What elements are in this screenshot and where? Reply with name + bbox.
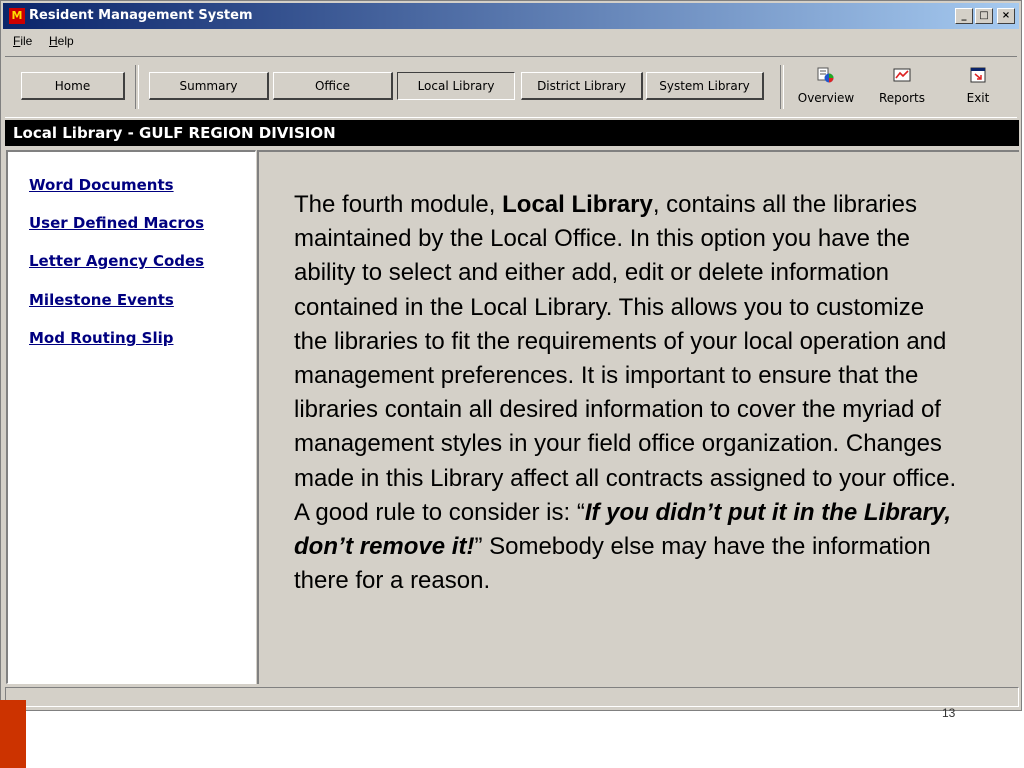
reports-button[interactable] <box>867 63 937 111</box>
menu-help[interactable]: Help <box>49 34 74 48</box>
window-title: Resident Management System <box>29 8 253 23</box>
link-user-defined-macros[interactable]: User Defined Macros <box>29 214 205 232</box>
slide-number: 13 <box>942 706 956 720</box>
exit-label: Exit <box>966 91 990 105</box>
tab-summary[interactable]: Summary <box>149 72 269 100</box>
title-bar[interactable] <box>3 3 1019 29</box>
reports-label: Reports <box>878 91 926 105</box>
slide-accent-bar <box>0 700 26 768</box>
reports-icon <box>893 67 911 83</box>
overview-label: Overview <box>797 91 855 105</box>
tab-district-library[interactable]: District Library <box>521 72 643 100</box>
exit-button[interactable] <box>943 63 1013 111</box>
library-nav-panel <box>6 150 256 684</box>
tab-office[interactable]: Office <box>273 72 393 100</box>
minimize-button[interactable]: _ <box>955 8 973 24</box>
link-milestone-events[interactable]: Milestone Events <box>29 291 174 309</box>
link-letter-agency-codes[interactable]: Letter Agency Codes <box>29 252 205 270</box>
menu-bar <box>3 31 1019 53</box>
text-quote: If you didn’t put it in the Library, don’t remove it! <box>294 498 952 561</box>
toolbar-separator <box>780 65 784 109</box>
close-button[interactable]: × <box>997 8 1015 24</box>
status-bar <box>5 687 1019 707</box>
exit-icon <box>969 67 987 83</box>
menu-file[interactable]: File <box>13 34 33 48</box>
overview-icon <box>817 67 835 83</box>
tab-system-library[interactable]: System Library <box>646 72 764 100</box>
toolbar <box>5 56 1017 118</box>
link-word-documents[interactable]: Word Documents <box>29 176 174 194</box>
section-title: Local Library - GULF REGION DIVISION <box>5 120 1019 146</box>
toolbar-separator <box>135 65 139 109</box>
app-logo-icon: M <box>9 8 25 24</box>
text-body: , contains all the libraries maintained by the Local Office. In this option you have the ability to select and either add, edit or delete information contained in the Local Library. This allows you to customize the libraries to fit the requirements of your local operation and management preferences. It is important to ensure that the libraries contain all desired information to cover the myriad of management styles in your field office organization. Changes made in this Library affect all contracts assigned to your office. A good rule to consider is: “ <box>294 191 957 526</box>
tab-home[interactable]: Home <box>21 72 125 100</box>
tab-local-library[interactable]: Local Library <box>397 72 515 100</box>
description-text <box>294 188 964 598</box>
text-module-name: Local Library <box>502 191 653 218</box>
maximize-button[interactable]: □ <box>975 8 993 24</box>
content-panel <box>257 150 1019 684</box>
text-closing: ” Somebody else may have the information there for a reason. <box>294 533 931 595</box>
link-mod-routing-slip[interactable]: Mod Routing Slip <box>29 329 174 347</box>
overview-button[interactable] <box>791 63 861 111</box>
text-intro: The fourth module, <box>294 191 503 218</box>
